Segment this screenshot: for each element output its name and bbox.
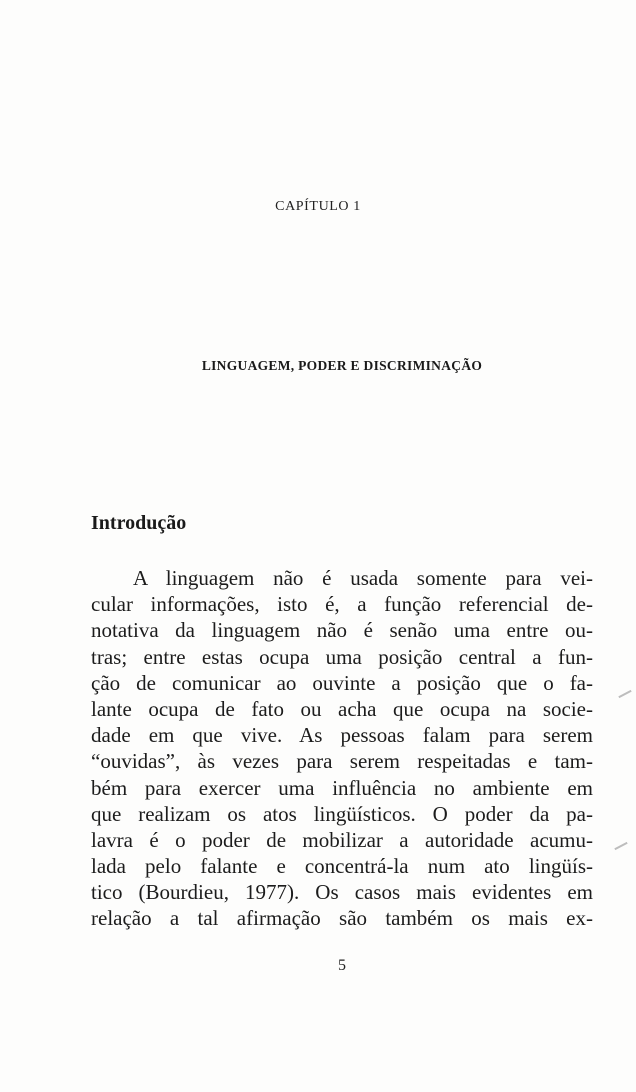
paragraph-line: que realizam os atos lingüísticos. O poder da pa- (91, 801, 593, 826)
paragraph-line: lavra é o poder de mobilizar a autoridade acumu- (91, 827, 593, 852)
paragraph-line: cular informações, isto é, a função referencial de- (91, 592, 593, 617)
paragraph-line: A linguagem não é usada somente para vei- (133, 566, 593, 590)
paragraph-line: dade em que vive. As pessoas falam para serem (91, 723, 593, 748)
paragraph-line: bém para exercer uma influência no ambiente em (91, 775, 593, 800)
section-heading: Introdução (91, 512, 187, 534)
page-number: 5 (338, 957, 346, 974)
paragraph-line: tras; entre estas ocupa uma posição central a fun- (91, 644, 593, 669)
paragraph-line: ção de comunicar ao ouvinte a posição que o fa- (91, 670, 593, 695)
paragraph-line: notativa da linguagem não é senão uma entre ou- (91, 618, 593, 643)
paragraph-line: “ouvidas”, às vezes para serem respeitadas e tam- (91, 749, 593, 774)
paragraph-line: lada pelo falante e concentrá-la num ato lingüís- (91, 854, 593, 879)
margin-pencil-mark (614, 842, 627, 850)
paragraph-line: tico (Bourdieu, 1977). Os casos mais evidentes em (91, 880, 593, 905)
chapter-label: CAPÍTULO 1 (275, 199, 361, 214)
chapter-title: LINGUAGEM, PODER E DISCRIMINAÇÃO (201, 358, 483, 373)
body-paragraph (91, 565, 593, 932)
paragraph-line: relação a tal afirmação são também os mais ex- (91, 906, 593, 931)
margin-pencil-mark (618, 690, 631, 698)
paragraph-line: lante ocupa de fato ou acha que ocupa na socie- (91, 696, 593, 721)
